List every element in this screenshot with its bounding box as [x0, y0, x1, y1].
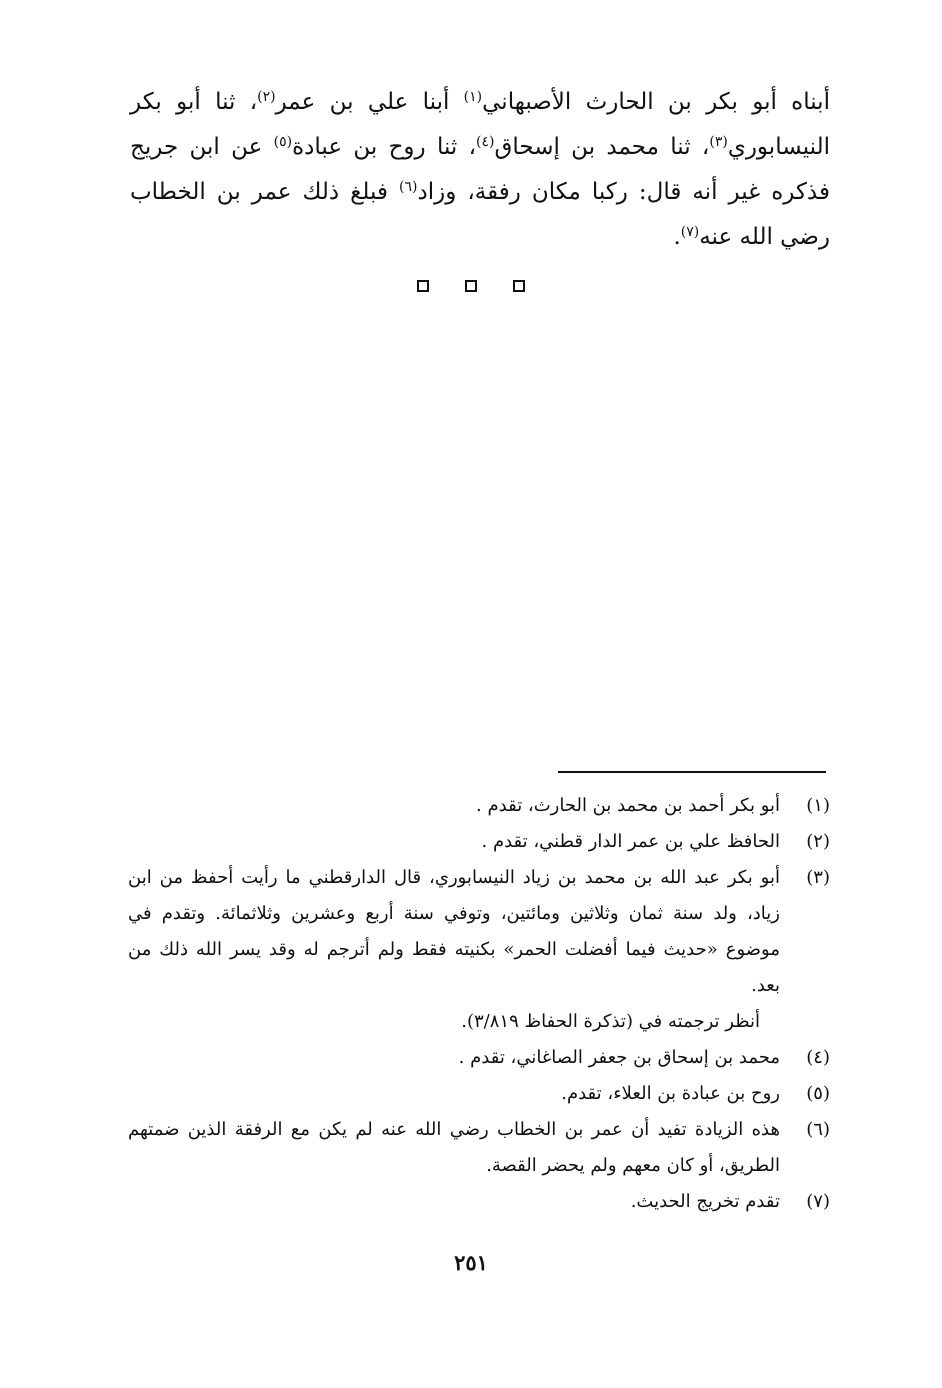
footnote-item [128, 1112, 830, 1184]
footnote-text: أبو بكر عبد الله بن محمد بن زياد النيسابوري، قال الدارقطني ما رأيت أحفظ من ابن زياد، ولد سنة ثمان وثلاثين ومائتين، وتوفي سنة أربع وعشرين وثلاثمائة. وتقدم في موضوع «حديث فيما أفضلت الحمر» بكنيته فقط ولم أترجم له وقد يسر الله ذلك من بعد. [128, 867, 780, 996]
footnote-text: هذه الزيادة تفيد أن عمر بن الخطاب رضي الله عنه لم يكن مع الرفقة الذين ضمتهم الطريق، أو كان معهم ولم يحضر القصة. [128, 1119, 780, 1176]
footnote-item [128, 1184, 830, 1220]
square-icon [513, 280, 525, 292]
main-text-segment: ، ثنا محمد بن إسحاق [494, 134, 710, 160]
footnote-marker: (٢) [257, 89, 276, 105]
footnote-item [128, 824, 830, 860]
main-text-segment: ، ثنا أبو بكر النيسابوري [130, 89, 831, 160]
footnote-number: (١) [806, 795, 830, 816]
footnote-number: (٤) [806, 1047, 830, 1068]
footnote-divider [558, 771, 826, 773]
footnotes-list [128, 788, 830, 1220]
footnote-text: أبو بكر أحمد بن محمد بن الحارث، تقدم . [476, 795, 780, 816]
footnote-number: (٧) [806, 1191, 830, 1212]
footnote-text: محمد بن إسحاق بن جعفر الصاغاني، تقدم . [458, 1047, 780, 1068]
footnote-item [128, 1040, 830, 1076]
section-separator [0, 276, 942, 298]
footnote-marker: (٤) [476, 134, 495, 150]
footnote-marker: (١) [463, 89, 483, 105]
square-icon [465, 280, 477, 292]
footnote-marker: (٧) [680, 224, 700, 240]
page-number: ٢٥١ [454, 1250, 488, 1275]
square-icon [417, 280, 429, 292]
main-text-segment: ، ثنا روح بن عبادة [292, 134, 477, 160]
main-text-segment: أبناه أبو بكر بن الحارث الأصبهاني [482, 89, 830, 115]
footnote-number: (٦) [806, 1119, 830, 1140]
footnote-text: تقدم تخريج الحديث. [630, 1191, 780, 1212]
footnote-item [128, 860, 830, 1004]
footnote-number: (٣) [806, 867, 830, 888]
main-text-segment: أبنا علي بن عمر [275, 89, 464, 115]
footnote-number: (٥) [806, 1083, 830, 1104]
footnote-text: الحافظ علي بن عمر الدار قطني، تقدم . [481, 831, 780, 852]
footnote-marker: (٦) [399, 179, 418, 195]
footnote-marker: (٥) [273, 134, 293, 150]
footnote-item [128, 788, 830, 824]
footnote-reference: أنظر ترجمته في (تذكرة الحفاظ ٣/٨١٩). [461, 1011, 760, 1032]
main-text-segment: عن ابن جريج فذكره غير أنه قال: ركبا مكان رفقة، وزاد [130, 134, 830, 205]
footnote-text: روح بن عبادة بن العلاء، تقدم. [561, 1083, 780, 1104]
main-text-segment: . [673, 224, 681, 250]
footnote-item [128, 1076, 830, 1112]
main-text-segment: فبلغ ذلك عمر بن الخطاب رضي الله عنه [130, 179, 830, 250]
footnote-marker: (٣) [709, 134, 728, 150]
main-paragraph [130, 80, 830, 260]
footnote-number: (٢) [806, 831, 830, 852]
